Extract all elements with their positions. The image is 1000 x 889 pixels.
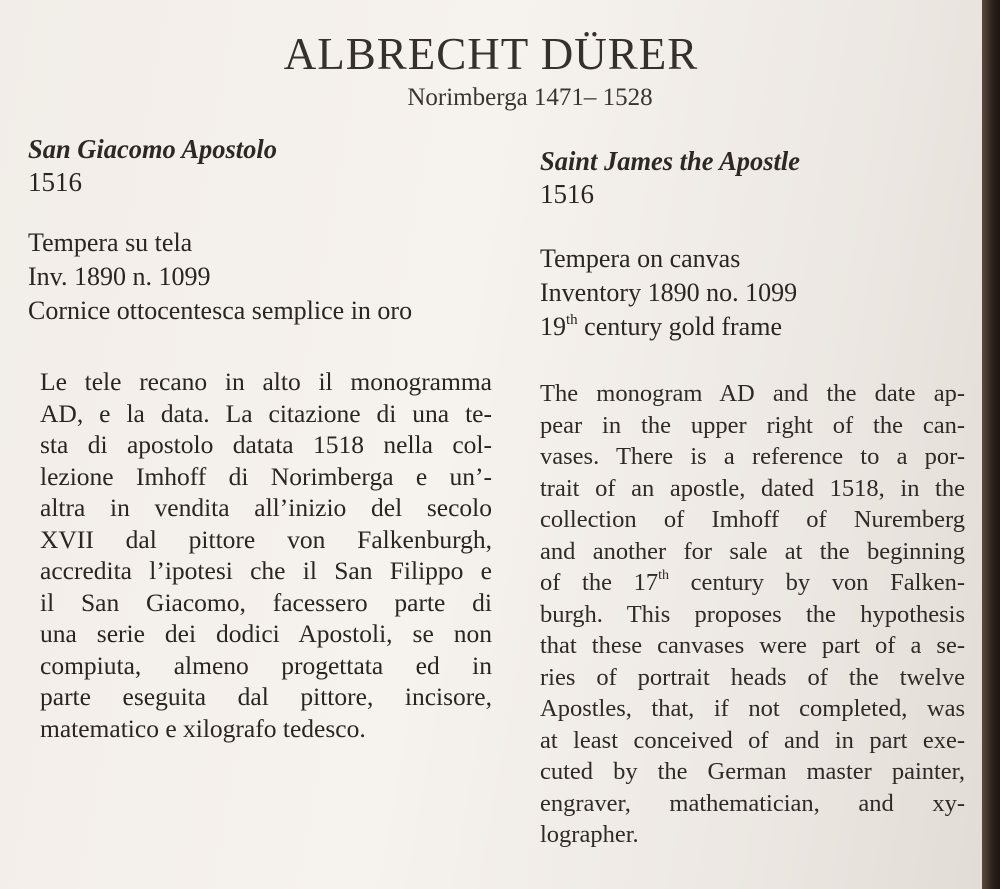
italian-description-line: accredita l’ipotesi che il San Filippo e [40,556,492,585]
italian-description-line: altra in vendita all’inizio del secolo [40,493,492,522]
english-description-line: trait of an apostle, dated 1518, in the [540,474,965,502]
english-title: Saint James the Apostle [540,146,800,176]
italian-frame: Cornice ottocentesca semplice in oro [28,296,413,325]
english-column [540,146,965,851]
english-frame-text: century gold frame [577,312,782,341]
english-description-line: collection of Imhoff of Nuremberg [540,506,965,533]
italian-description-line: il San Giacomo, facessero parte di [40,587,492,617]
english-description-line: burgh. This proposes the hypothesis [540,600,965,628]
italian-description-line: lezione Imhoff di Norimberga e un’- [40,461,492,491]
english-frame-number: 19 [540,312,566,341]
english-inventory: Inventory 1890 no. 1099 [540,278,798,307]
italian-details [28,226,498,328]
italian-description-line: Le tele recano in alto il monogramma [40,367,492,396]
italian-description-line: AD, e la data. La citazione di una te- [40,398,492,428]
artist-birthplace-dates: Norimberga 1471– 1528 [407,84,653,111]
english-description-line: lographer. [540,821,639,848]
italian-inventory: Inv. 1890 n. 1099 [28,262,211,291]
english-description-line: cuted by the German master painter, [540,758,965,785]
english-line-ordinal: th [658,568,669,583]
italian-title: San Giacomo Apostolo [28,134,277,164]
english-description-line: ries of portrait heads of the twelve [540,663,965,691]
italian-description-line: una serie dei dodici Apostoli, se non [40,619,492,648]
italian-medium: Tempera su tela [28,228,193,257]
english-description-line: vases. There is a reference to a por- [540,443,965,470]
english-description-line: The monogram AD and the date ap- [540,380,965,407]
english-line-suffix: century by von Falken- [668,569,965,596]
english-description-line-century [540,567,965,599]
italian-column [28,134,498,744]
english-description [540,378,965,851]
english-frame-ordinal: th [566,312,578,328]
english-year: 1516 [540,179,594,209]
english-details [540,242,965,344]
english-medium: Tempera on canvas [540,244,741,273]
english-description-line: Apostles, that, if not completed, was [540,695,965,722]
english-line-prefix: of the 17 [540,569,659,596]
wall-edge-shadow [982,0,1000,889]
english-description-line: and another for sale at the beginning [540,537,965,565]
english-description-line: engraver, mathematician, and xy- [540,789,965,817]
italian-description-line: sta di apostolo datata 1518 nella col- [40,430,492,459]
italian-description-line: parte eseguita dal pittore, incisore, [40,682,492,711]
artist-name: ALBRECHT DÜRER [283,29,699,79]
english-description-line: pear in the upper right of the can- [540,411,965,439]
english-description-line: at least conceived of and in part exe- [540,726,965,754]
italian-year: 1516 [28,167,82,197]
italian-description-line: compiuta, almeno progettata ed in [40,650,492,680]
italian-description [28,366,492,744]
english-description-line: that these canvases were part of a se- [540,632,965,659]
italian-description-line: matematico e xilografo tedesco. [40,713,366,743]
english-frame [540,310,965,344]
italian-description-line: XVII dal pittore von Falkenburgh, [40,524,492,554]
